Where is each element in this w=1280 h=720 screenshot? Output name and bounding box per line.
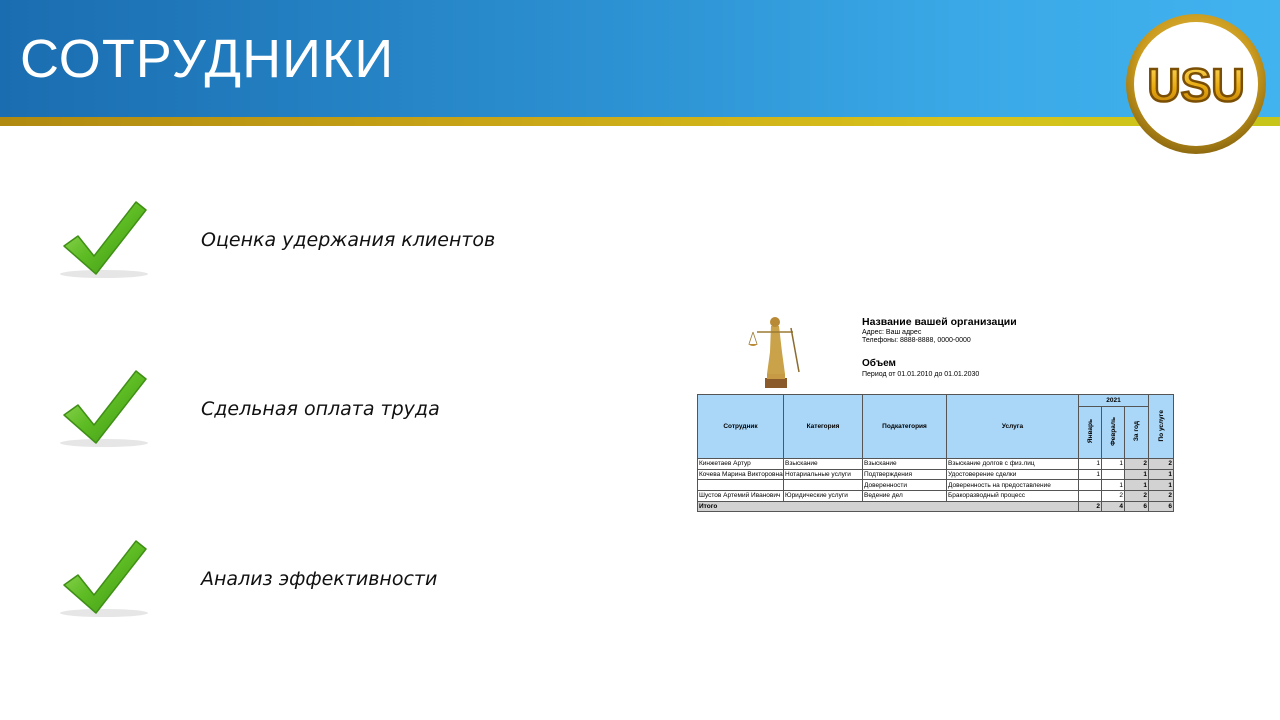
- table-row: Доверенности Доверенность на предоставление 1 1 1: [698, 480, 1174, 491]
- logo-text: USU: [1147, 59, 1245, 111]
- col-header-by-service: По услуге: [1149, 395, 1174, 459]
- col-header-feb: Февраль: [1102, 407, 1125, 459]
- report-table: [697, 394, 1174, 512]
- bullet-item-client-retention: Оценка удержания клиентов: [201, 229, 496, 251]
- report-preview: [697, 312, 1173, 517]
- bullet-item-piecework-pay: Сдельная оплата труда: [201, 398, 440, 420]
- table-total-row: Итого 2 4 6 6: [699, 503, 1173, 511]
- col-header-year-total: За год: [1125, 407, 1149, 459]
- table-row: Шустов Артемий Иванович Юридические услуги Ведение дел Бракоразводный процесс 2 2 2: [699, 492, 1173, 500]
- col-header-year: 2021: [1079, 395, 1149, 407]
- col-header-category: Категория: [784, 395, 863, 459]
- header-stripe: [0, 117, 1280, 126]
- themis-statue-icon: [747, 312, 803, 390]
- report-title: Объем: [862, 358, 896, 369]
- report-period: Период от 01.01.2010 до 01.01.2030: [862, 371, 980, 378]
- org-address: Адрес: Ваш адрес: [862, 329, 922, 336]
- page-title: СОТРУДНИКИ: [20, 29, 395, 89]
- col-header-service: Услуга: [947, 395, 1079, 459]
- bullet-item-efficiency-analysis: Анализ эффективности: [201, 568, 438, 590]
- col-header-employee: Сотрудник: [698, 395, 784, 459]
- checkmark-icon: [58, 200, 150, 280]
- checkmark-icon: [58, 369, 150, 449]
- col-header-jan: Январь: [1079, 407, 1102, 459]
- org-phones: Телефоны: 8888-8888, 0000-0000: [862, 337, 971, 344]
- org-name: Название вашей организации: [862, 316, 1017, 328]
- col-header-subcategory: Подкатегория: [863, 395, 947, 459]
- table-row: Кочева Марина Викторовна Нотариальные услуги Подтверждения Удостоверение сделки 1 1 1: [699, 471, 1173, 479]
- usu-logo: [1125, 13, 1267, 155]
- table-row: Кинжетаев Артур Взыскание Взыскание Взыскание долгов с физ.лиц 1 1 2 2: [699, 460, 1173, 468]
- checkmark-icon: [58, 539, 150, 619]
